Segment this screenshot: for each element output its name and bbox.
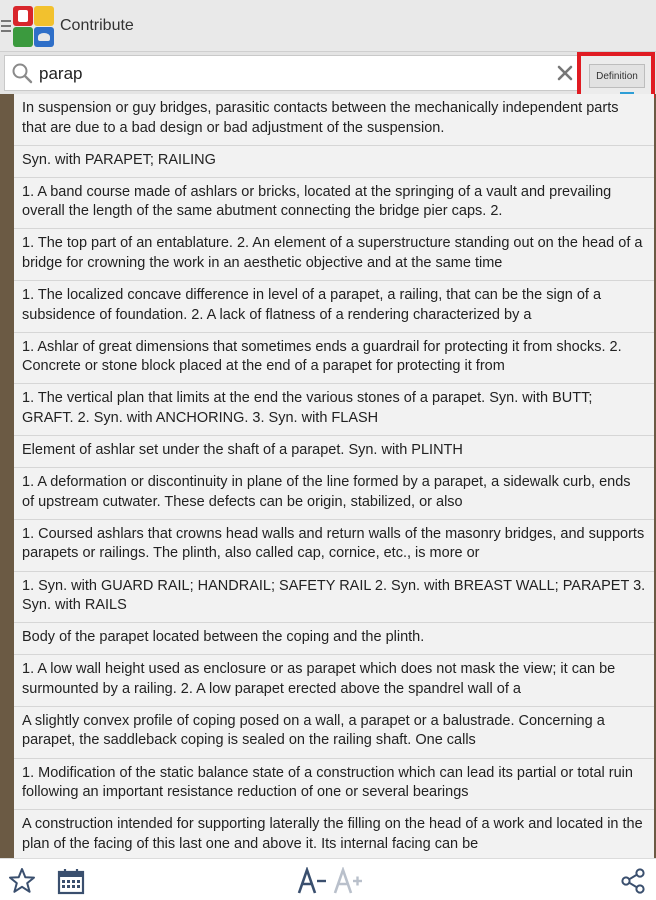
calendar-icon[interactable] (57, 867, 85, 895)
definition-highlight (577, 52, 655, 98)
search-icon (11, 62, 33, 84)
list-item[interactable]: 1. Syn. with GUARD RAIL; HANDRAIL; SAFETY RAIL 2. Syn. with BREAST WALL; PARAPET 3. Syn. with RAILS (14, 572, 654, 624)
list-item[interactable]: 1. A band course made of ashlars or bricks, located at the springing of a vault and prevailing overall the length of the same abutment connecting the bridge pier caps. 2. (14, 178, 654, 230)
definition-button-label: Definition (596, 70, 638, 82)
clear-icon[interactable] (557, 65, 573, 81)
list-item[interactable]: In suspension or guy bridges, parasitic contacts between the mechanically independent parts that are due to a bad design or bad adjustment of the suspension. (14, 94, 654, 146)
list-item[interactable]: 1. The vertical plan that limits at the end the various stones of a parapet. Syn. with BUTT; GRAFT. 2. Syn. with ANCHORING. 3. Syn. with FLASH (14, 384, 654, 436)
list-item[interactable]: Syn. with PARAPET; RAILING (14, 146, 654, 178)
app-title[interactable]: Contribute (60, 16, 134, 34)
app-logo-icon[interactable] (12, 4, 56, 48)
list-item[interactable]: 1. A low wall height used as enclosure or as parapet which does not mask the view; it can be surmounted by a railing. 2. A low parapet erected above the spandrel wall of a (14, 655, 654, 707)
star-icon[interactable] (8, 867, 36, 895)
menu-icon[interactable] (1, 20, 11, 32)
font-decrease-icon[interactable] (296, 867, 328, 895)
list-item[interactable]: 1. A deformation or discontinuity in plane of the line formed by a parapet, a sidewalk curb, ends of upstream cutwater. These defects can be origin, stabilized, or also (14, 468, 654, 520)
list-item[interactable]: Body of the parapet located between the coping and the plinth. (14, 623, 654, 655)
list-item[interactable]: 1. The top part of an entablature. 2. An element of a superstructure standing out on the head of a bridge for crowning the work in an aesthetic objective and at the same time (14, 229, 654, 281)
list-item[interactable]: A slightly convex profile of coping posed on a wall, a parapet or a balustrade. Concerning a parapet, the saddleback coping is sealed on the railing shaft. One calls (14, 707, 654, 759)
list-item[interactable]: 1. The localized concave difference in level of a parapet, a railing, that can be the sign of a subsidence of foundation. 2. A lack of flatness of a rendering characterized by a (14, 281, 654, 333)
action-bar (0, 0, 656, 52)
search-row (0, 52, 656, 94)
search-box (4, 55, 578, 91)
share-icon[interactable] (620, 867, 648, 895)
list-item[interactable]: 1. Modification of the static balance state of a construction which can lead its partial or total ruin following an important resistance reduction of one or several bearings (14, 759, 654, 811)
font-increase-icon[interactable] (332, 867, 364, 895)
results-list (14, 94, 654, 858)
list-item[interactable]: Element of ashlar set under the shaft of a parapet. Syn. with PLINTH (14, 436, 654, 468)
definition-button[interactable] (589, 64, 645, 88)
list-item[interactable]: 1. Ashlar of great dimensions that sometimes ends a guardrail for protecting it from shocks. 2. Concrete or stone block placed at the end of a parapet for protecting it from (14, 333, 654, 385)
bottom-bar (0, 858, 656, 900)
search-input[interactable] (39, 60, 539, 88)
list-item[interactable]: A construction intended for supporting laterally the filling on the head of a work and located in the plan of the facing of this last one and above it. Its internal facing can be (14, 810, 654, 858)
list-item[interactable]: 1. Coursed ashlars that crowns head walls and return walls of the masonry bridges, and supports parapets or railings. The plinth, also called cap, cornice, etc., is more or (14, 520, 654, 572)
